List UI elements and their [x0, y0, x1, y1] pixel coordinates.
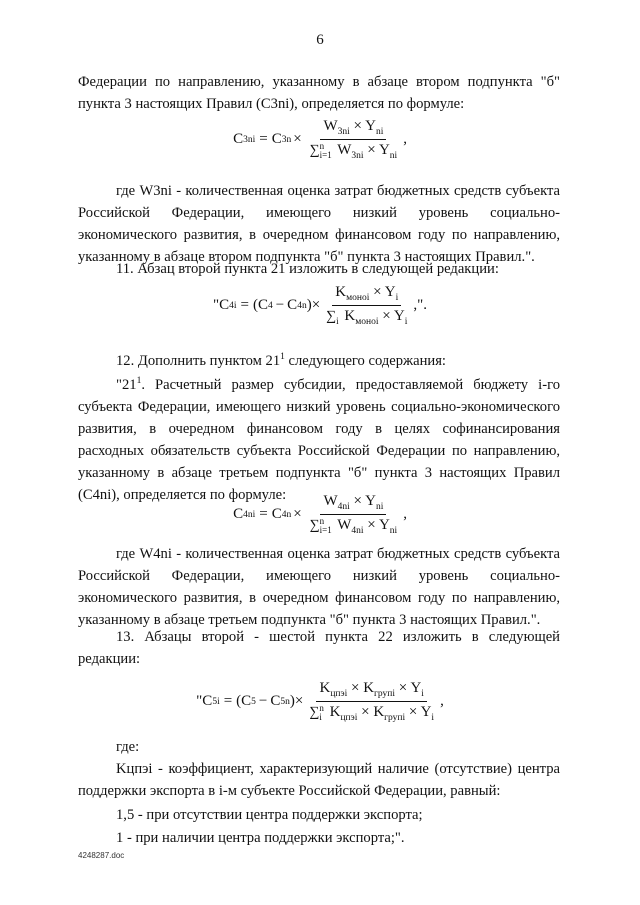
footer-filename: 4248287.doc [78, 851, 125, 860]
paragraph-value-1-5: 1,5 - при отсутствии центра поддержки экспорта; [116, 807, 423, 823]
formula-c5i: " C 5i = (C 5 − C 5n ) × $K_{цпэi} \times K_{групi} \times Y_i$ ∑ n i $K_{цпэi} \times K_{групi} \times Y_i$ , [196, 680, 444, 723]
paragraph-where: где: [116, 739, 140, 755]
paragraph-k-cpe-definition: Kцпэi - коэффициент, характеризующий наличие (отсутствие) центра поддержки экспорта в i-м субъекте Российской Федерации, равный: [78, 761, 560, 799]
paragraph-value-1: 1 - при наличии центра поддержки экспорта;". [116, 830, 405, 846]
paragraph-w4ni-definition: где W4ni - количественная оценка затрат бюджетных средств субъекта Российской Федерации, имеющего низкий уровень социально-экономического развития, в очередном финансовом году по направлению, указанному в абзаце третьем подпункта "б" пункта 3 настоящих Правил.". [78, 546, 560, 628]
formula-c4i: " C 4i = (C 4 − C 4n ) × $K_{моноi} \times Y_i$ ∑ i $K_{моноi} \times Y_i$ ,". [212, 284, 428, 327]
paragraph-w3ni-definition: где W3ni - количественная оценка затрат бюджетных средств субъекта Российской Федерации, имеющего низкий уровень социально-экономического развития, в очередном финансовом году по направлению, указанному в абзаце втором подпункта "б" пункта 3 настоящих Правил.". [78, 183, 560, 265]
formula-c4ni: C 4ni = C 4n × $W_{4ni} \times Y_{ni}$ ∑ n i=1 $W_{4ni} \times Y_{ni}$ , [233, 493, 407, 536]
paragraph-continuation: Федерации по направлению, указанному в абзаце втором подпункта "б" пункта 3 настоящих Правил (С3ni), определяется по формуле: [78, 74, 560, 112]
paragraph-item-13: 13. Абзацы второй - шестой пункта 22 изложить в следующей редакции: [78, 629, 560, 667]
page-number: 6 [316, 32, 324, 48]
paragraph-item-21-1: "$21^1$. Расчетный размер субсидии, предоставляемой бюджету i-го субъекта Федерации, имеющего низкий уровень социально-экономического развития, в очередном финансовом году в целях софинансирования расходных обязательств субъекта Российской Федерации по направлению, указанному в абзаце третьем подпункта "б" пункта 3 настоящих Правил (С4ni), определяется по формуле: [78, 376, 560, 503]
formula-c3ni: C 3ni = C 3n × $W_{3ni} \times Y_{ni}$ ∑ n i=1 $W_{3ni} \times Y_{ni}$ , [233, 118, 407, 161]
paragraph-item-11: 11. Абзац второй пункта 21 изложить в следующей редакции: [116, 261, 499, 277]
paragraph-item-12: 12. Дополнить пунктом $21^1$ следующего содержания: [116, 352, 446, 369]
